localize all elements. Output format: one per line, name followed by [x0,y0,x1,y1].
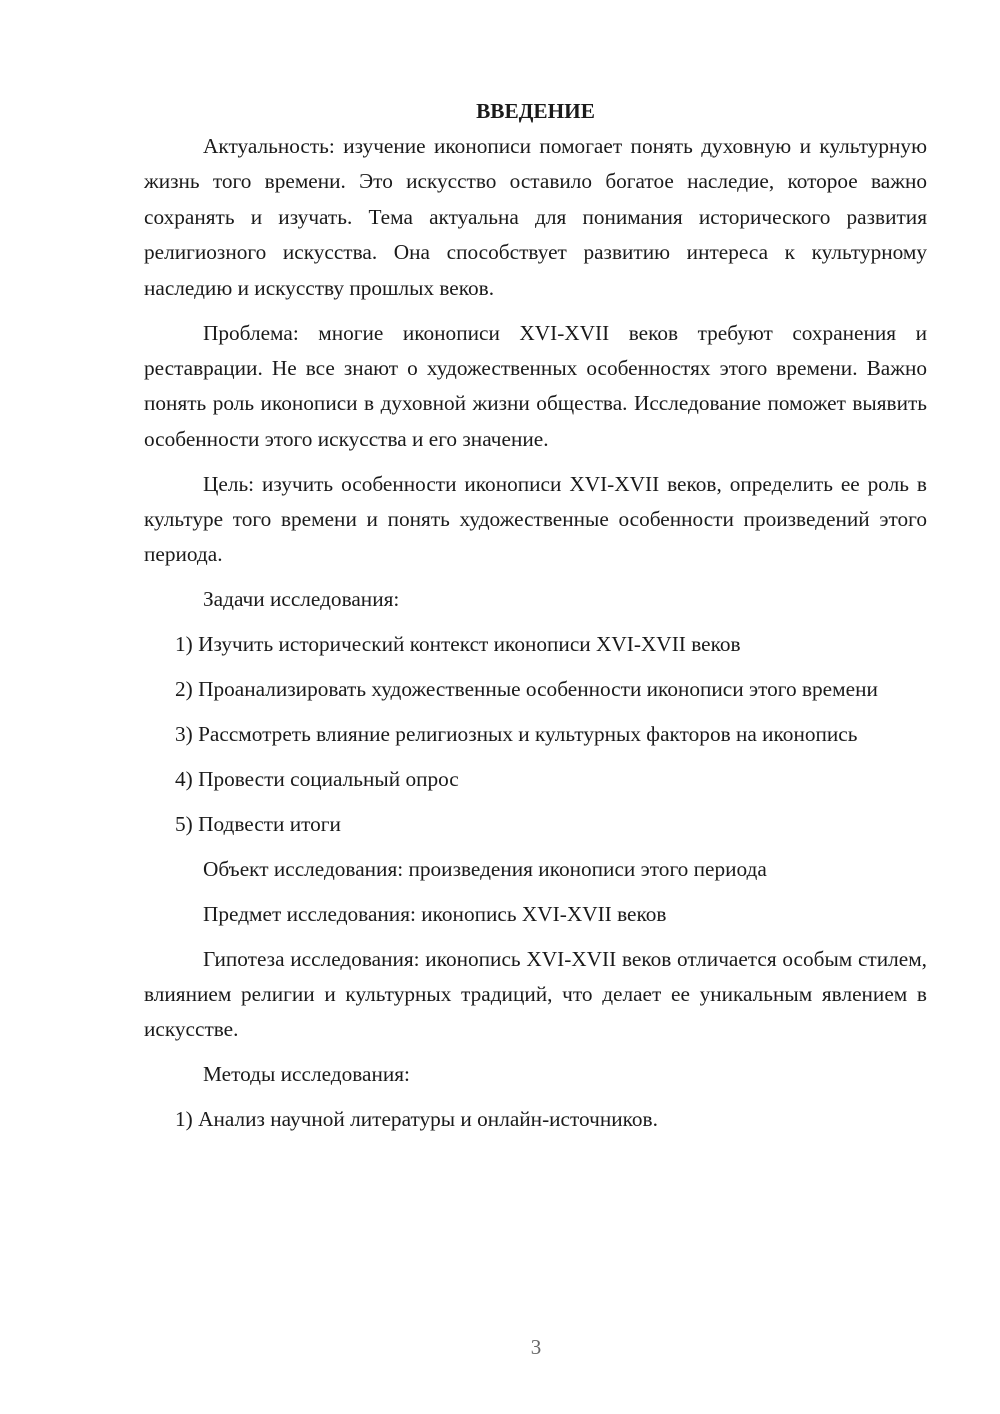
page-heading: ВВЕДЕНИЕ [476,99,595,123]
subject-line: Предмет исследования: иконопись XVI-XVII веков [203,901,667,926]
hypothesis-paragraph: Гипотеза исследования: иконопись XVI-XVII веков отличается особым стилем, влиянием религии и культурных традиций, что делает ее уникальным явлением в искусстве. [144,946,927,1042]
tasks-title: Задачи исследования: [203,587,400,612]
task-item-1: 1) Изучить исторический контекст иконописи XVI-XVII веков [175,632,741,657]
task-item-3: 3) Рассмотреть влияние религиозных и культурных факторов на иконопись [175,722,858,747]
task-item-4: 4) Провести социальный опрос [175,767,459,791]
task-item-2: 2) Проанализировать художественные особенности иконописи этого времени [175,677,878,702]
problem-paragraph: Проблема: многие иконописи XVI-XVII веков требуют сохранения и реставрации. Не все знают о художественных особенностях этого времени. Важно понять роль иконописи в духовной жизни общества. Исследование поможет выявить особенности этого искусства и его значение. [144,320,927,451]
object-line: Объект исследования: произведения иконописи этого периода [203,856,767,881]
task-item-5: 5) Подвести итоги [175,811,341,836]
methods-title: Методы исследования: [203,1062,410,1087]
goal-paragraph: Цель: изучить особенности иконописи XVI-XVII веков, определить ее роль в культуре того времени и понять художественные особенности произведений этого периода. [144,471,927,567]
page-number: 3 [530,1335,542,1359]
method-item-1: 1) Анализ научной литературы и онлайн-источников. [175,1107,658,1132]
relevance-paragraph: Актуальность: изучение иконописи помогает понять духовную и культурную жизнь того времени. Это искусство оставило богатое наследие, которое важно сохранять и изучать. Тема актуальна для понимания исторического развития религиозного искусства. Она способствует развитию интереса к культурному наследию и искусству прошлых веков. [144,134,927,300]
page-content [144,93,927,1147]
